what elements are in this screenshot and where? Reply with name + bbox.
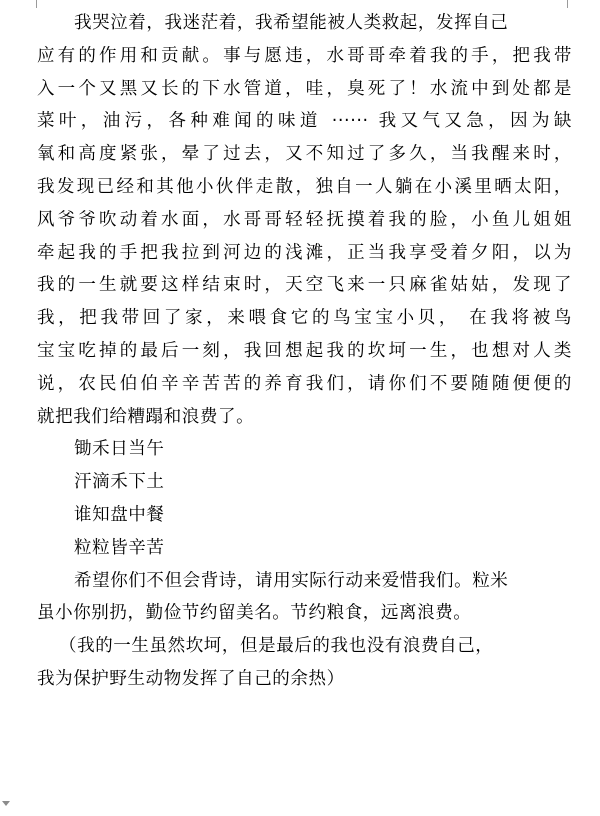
paragraph-line: 菜叶，油污，各种难闻的味道 ······ 我又气又急，因为缺 xyxy=(37,111,572,132)
paragraph-line: 我的一生就要这样结束时，天空飞来一只麻雀姑姑，发现了 xyxy=(37,275,572,296)
paragraph-line: 我，把我带回了家，来喂食它的鸟宝宝小贝， 在我将被鸟 xyxy=(37,308,572,329)
paragraph-line: 应有的作用和贡献。事与愿违，水哥哥牵着我的手，把我带 xyxy=(37,45,572,66)
poem-line: 锄禾日当午 xyxy=(74,439,165,460)
paragraph-line: 就把我们给糟蹋和浪费了。 xyxy=(37,406,255,427)
poem-line: 谁知盘中餐 xyxy=(74,504,165,525)
paragraph-line: 我哭泣着，我迷茫着，我希望能被人类救起，发挥自己 xyxy=(74,13,509,33)
paragraph-line: 氧和高度紧张，晕了过去，又不知过了多久，当我醒来时， xyxy=(37,144,572,165)
paragraph-line: 我为保护野生动物发挥了自己的余热） xyxy=(37,668,345,689)
poem-line: 粒粒皆辛苦 xyxy=(74,537,165,558)
paragraph-line: 入一个又黑又长的下水管道，哇，臭死了！水流中到处都是 xyxy=(37,78,572,99)
paragraph-line: 牵起我的手把我拉到河边的浅滩，正当我享受着夕阳，以为 xyxy=(37,242,572,263)
paragraph-line: 希望你们不但会背诗，请用实际行动来爱惜我们。粒米 xyxy=(74,570,509,591)
paragraph-line: 宝宝吃掉的最后一刻，我回想起我的坎坷一生，也想对人类 xyxy=(37,340,572,361)
scroll-indicator-icon xyxy=(2,801,10,806)
paragraph-line: 说，农民伯伯辛辛苦苦的养育我们，请你们不要随随便便的 xyxy=(37,373,572,394)
paragraph-line: 我发现已经和其他小伙伴走散，独自一人躺在小溪里晒太阳， xyxy=(37,176,572,197)
paragraph-line: （我的一生虽然坎坷，但是最后的我也没有浪费自己， xyxy=(59,636,494,657)
paragraph-line: 虽小你别扔，勤俭节约留美名。节约粮食，远离浪费。 xyxy=(37,603,472,624)
document-body xyxy=(37,7,572,696)
poem-line: 汗滴禾下土 xyxy=(74,472,165,493)
paragraph-line: 风爷爷吹动着水面，水哥哥轻轻抚摸着我的脸，小鱼儿姐姐 xyxy=(37,209,572,230)
